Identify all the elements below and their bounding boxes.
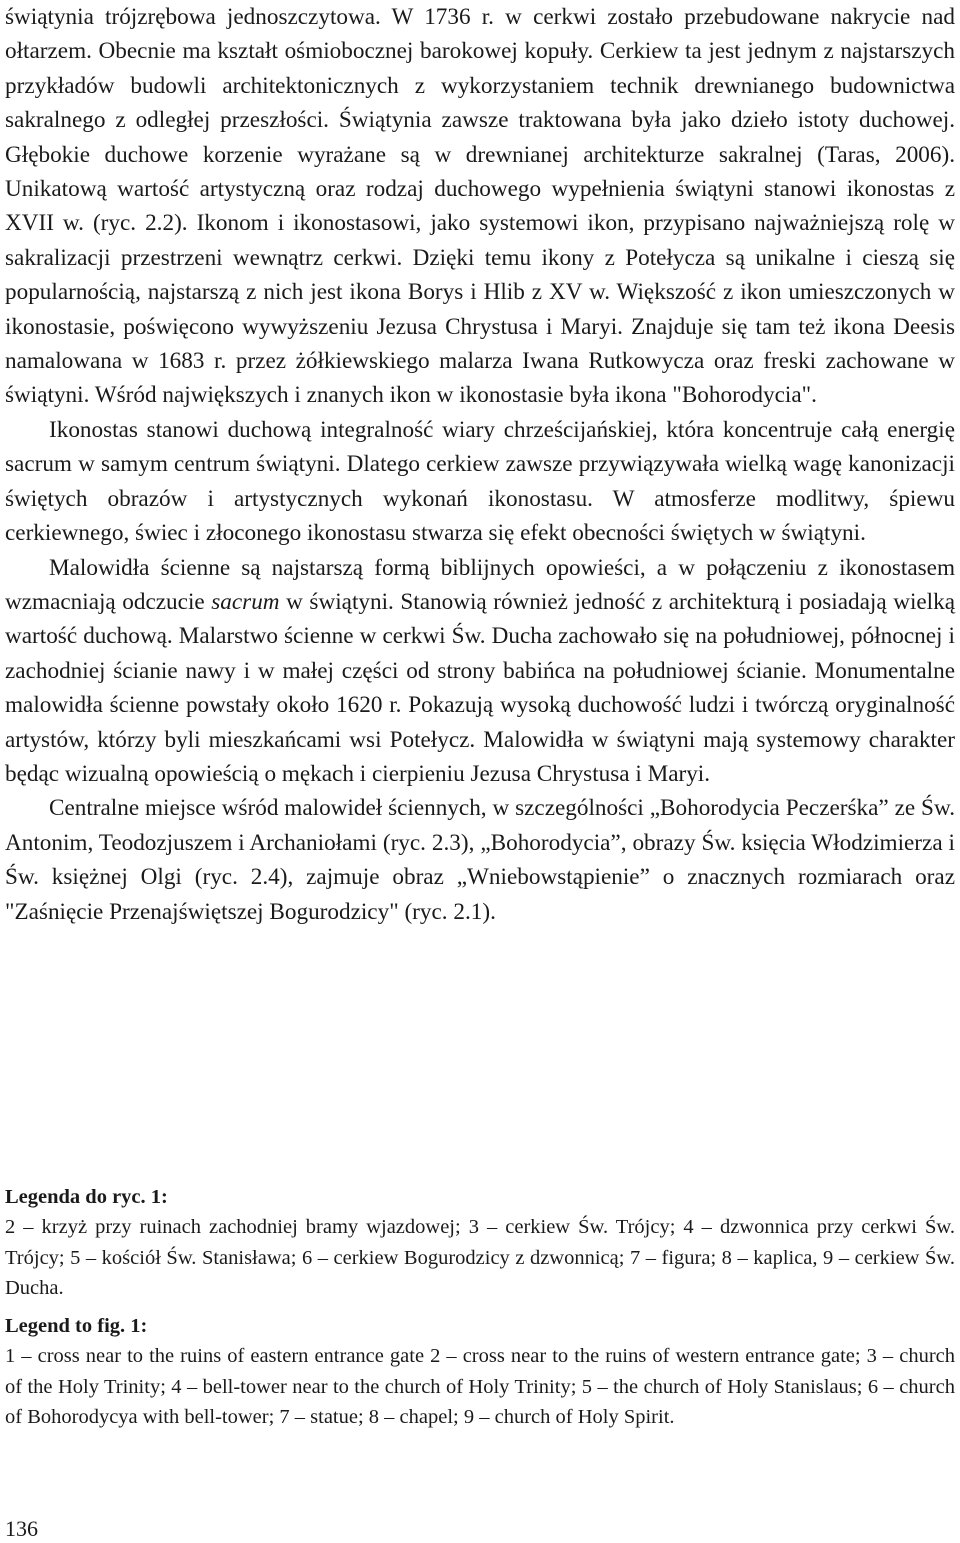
legend-polish bbox=[5, 1182, 955, 1304]
paragraph-4: Centralne miejsce wśród malowideł ściennych, w szczególności „Bohorodycia Peczerśka” ze Św. Antonim, Teodozjuszem i Archaniołami (ryc. 2.3), „Bohorodycia”, obrazy Św. księcia Włodzimierza i Św. księżnej Olgi (ryc. 2.4), zajmuje obraz „Wniebowstąpienie” o znacznych rozmiarach oraz "Zaśnięcie Przenajświętszej Bogurodzicy" (ryc. 2.1). bbox=[5, 795, 955, 925]
page bbox=[5, 0, 956, 1429]
legend-english bbox=[5, 1311, 955, 1433]
paragraph-3-text-b: w świątyni. Stanowią również jedność z architekturą i posiadają wielką wartość duchową. Malarstwo ścienne w cerkwi Św. Ducha zachowało się na południowej, północnej i zachodniej ścianie nawy i w małej części od strony babińca na południowej ścianie. Monumentalne malowidła ścienne powstały około 1620 r. Pokazują wysoką duchowość ludzi i twórczą oryginalność artystów, którzy byli mieszkańcami wsi Potełycz. Malowidła w świątyni mają systemowy charakter będąc wizualną opowieścią o mękach i cierpieniu Jezusa Chrystusa i Maryi. bbox=[5, 588, 956, 787]
legend-english-text: 1 – cross near to the ruins of eastern entrance gate 2 – cross near to the ruins of western entrance gate; 3 – church of the Holy Trinity; 4 – bell-tower near to the church of Holy Trinity; 5 – the church of Holy Stanislaus; 6 – church of Bohorodycya with bell-tower; 7 – statue; 8 – chapel; 9 – church of Holy Spirit. bbox=[5, 1345, 955, 1429]
paragraph-1: świątynia trójzrębowa jednoszczytowa. W 1736 r. w cerkwi zostało przebudowane nakrycie nad ołtarzem. Obecnie ma kształt ośmiobocznej barokowej kopuły. Cerkiew ta jest jednym z najstarszych przykładów budowli architektonicznych z wykorzystaniem technik drewnianego budownictwa sakralnego z odległej przeszłości. Świątynia zawsze traktowana była jako dzieło istoty duchowej. Głębokie duchowe korzenie wyrażane są w drewnianej architekturze sakralnej (Taras, 2006). Unikatową wartość artystyczną oraz rodzaj duchowego wypełnienia świątyni stanowi ikonostas z XVII w. (ryc. 2.2). Ikonom i ikonostasowi, jako systemowi ikon, przypisano najważniejszą rolę w sakralizacji przestrzeni wewnątrz cerkwi. Dzięki temu ikony z Potełycza są unikalne i cieszą się popularnością, najstarszą z nich jest ikona Borys i Hlib z XV w. Większość z ikon umieszczonych w ikonostasie, poświęcono wywyższeniu Jezusa Chrystusa i Maryi. Znajduje się tam też ikona Deesis namalowana w 1683 r. przez żółkiewskiego malarza Iwana Rutkowycza oraz freski zachowane w świątyni. Wśród największych i znanych ikon w ikonostasie była ikona "Bohorodycia". bbox=[5, 4, 955, 409]
paragraph-3 bbox=[5, 551, 955, 792]
legend-polish-text: 2 – krzyż przy ruinach zachodniej bramy wjazdowej; 3 – cerkiew Św. Trójcy; 4 – dzwonnica przy cerkwi Św. Trójcy; 5 – kościół Św. Stanisława; 6 – cerkiew Bogurodzicy z dzwonnicą; 7 – figura; 8 – kaplica, 9 – cerkiew Św. Ducha. bbox=[5, 1216, 955, 1300]
legend-english-heading: Legend to fig. 1: bbox=[5, 1315, 148, 1337]
paragraph-3-italic-term: sacrum bbox=[211, 588, 280, 615]
paragraph-3-text-a: Malowidła ścienne są najstarszą formą biblijnych opowieści, a w połączeniu z ikonostasem wzmacniają odczucie bbox=[5, 554, 955, 615]
legend-polish-heading: Legenda do ryc. 1: bbox=[5, 1186, 168, 1208]
main-text bbox=[5, 0, 955, 929]
page-number: 136 bbox=[5, 1516, 38, 1541]
paragraph-2: Ikonostas stanowi duchową integralność wiary chrześcijańskiej, która koncentruje całą energię sacrum w samym centrum świątyni. Dlatego cerkiew zawsze przywiązywała wielką wagę kanonizacji świętych obrazów i artystycznych wykonań ikonostasu. W atmosferze modlitwy, śpiewu cerkiewnego, świec i złoconego ikonostasu stwarza się efekt obecności świętych w świątyni. bbox=[5, 416, 955, 547]
